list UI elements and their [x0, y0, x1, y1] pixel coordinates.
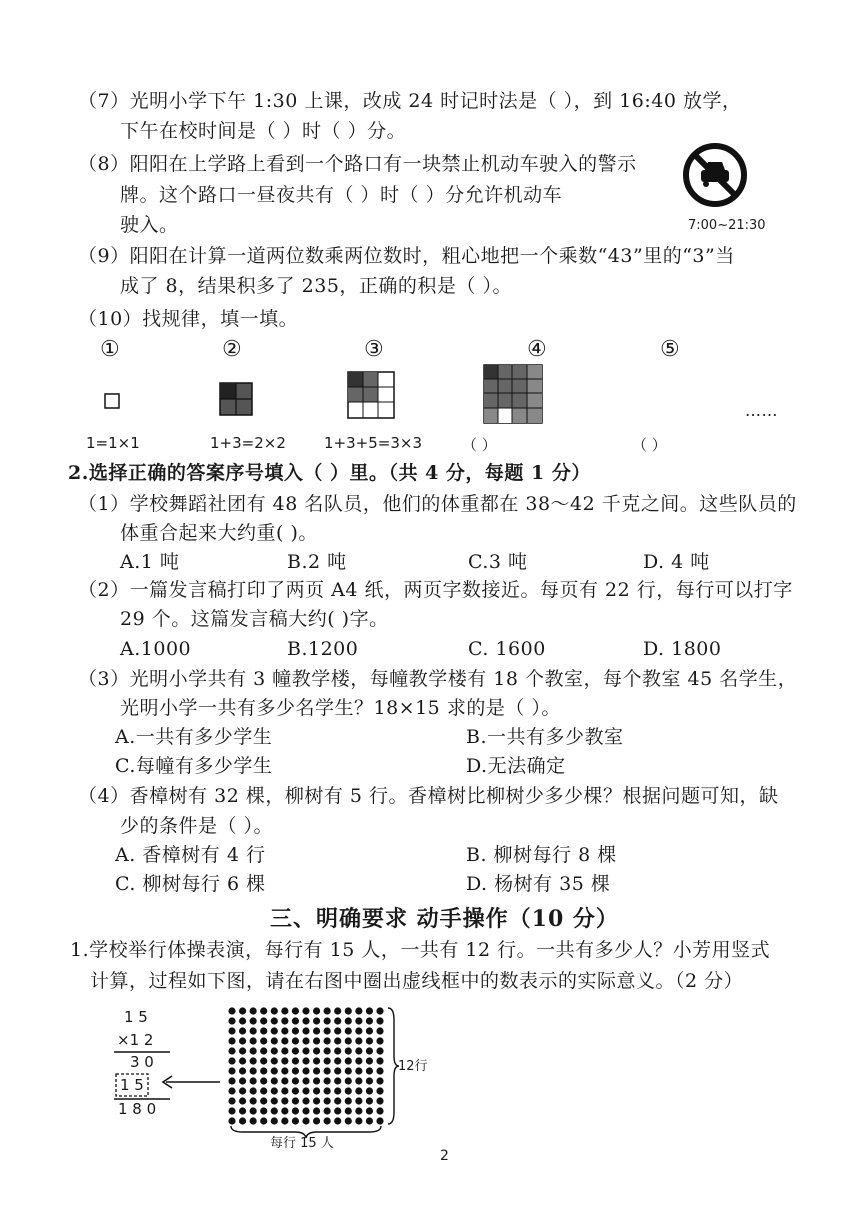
dot-array-grid: [227, 1006, 385, 1126]
dot: [324, 1097, 331, 1104]
dot: [292, 1037, 299, 1044]
dot: [271, 1047, 278, 1054]
s2-q1-option-b: B.2 吨: [287, 551, 347, 573]
q7-line1: （7）光明小学下午 1:30 上课，改成 24 时记时法是（ ），到 16:40 放学，: [78, 90, 742, 112]
dot: [260, 1097, 267, 1104]
dot: [302, 1077, 309, 1084]
s2-q2-option-a: A.1000: [120, 638, 192, 660]
s3-q1-line2: 计算，过程如下图，请在右图中圈出虚线框中的数表示的实际意义。（2 分）: [90, 970, 744, 992]
dot: [376, 1097, 383, 1104]
dot: [302, 1057, 309, 1064]
s3-q1-line1: 1.学校举行体操表演，每行有 15 人，一共有 12 行。一共有多少人？小芳用竖式: [70, 939, 771, 961]
dot: [250, 1087, 257, 1094]
dot: [239, 1017, 246, 1024]
s2-q4-option-c: C. 柳树每行 6 棵: [115, 873, 266, 895]
dot: [355, 1097, 362, 1104]
dot: [334, 1017, 341, 1024]
dot: [250, 1047, 257, 1054]
dot: [324, 1107, 331, 1114]
dot: [250, 1037, 257, 1044]
s2-q3-line2: 光明小学一共有多少名学生？18×15 求的是（ ）。: [120, 697, 561, 719]
dot: [345, 1007, 352, 1014]
s2-q1-option-a: A.1 吨: [120, 551, 180, 573]
q8-line2: 牌。这个路口一昼夜共有（ ）时（ ）分允许机动车: [120, 184, 563, 206]
dot: [313, 1047, 320, 1054]
dot: [271, 1087, 278, 1094]
dot: [355, 1037, 362, 1044]
dot: [292, 1077, 299, 1084]
dot: [334, 1077, 341, 1084]
dot: [260, 1077, 267, 1084]
dot: [228, 1017, 235, 1024]
calc-multiplier: ×1 2: [117, 1031, 154, 1049]
s2-q4-option-d: D. 杨树有 35 棵: [466, 873, 611, 895]
dot: [376, 1107, 383, 1114]
cols-label: 每行 15 人: [270, 1136, 334, 1151]
dot: [250, 1017, 257, 1024]
dot: [302, 1027, 309, 1034]
dot: [281, 1047, 288, 1054]
dot: [302, 1107, 309, 1114]
pattern-formula-5: （ ）: [632, 436, 667, 454]
dot: [355, 1057, 362, 1064]
dot: [313, 1057, 320, 1064]
pattern-figure-2: [219, 382, 253, 416]
dot: [334, 1007, 341, 1014]
pattern-formula-1: 1=1×1: [86, 434, 140, 452]
dot: [334, 1087, 341, 1094]
dot: [376, 1087, 383, 1094]
dot: [239, 1027, 246, 1034]
dot: [271, 1077, 278, 1084]
dot: [281, 1027, 288, 1034]
dot: [324, 1017, 331, 1024]
s2-q1-line2: 体重合起来大约重( )。: [120, 522, 318, 544]
dot: [334, 1107, 341, 1114]
dot: [366, 1047, 373, 1054]
pattern-label-5: ⑤: [660, 337, 680, 362]
pattern-label-4: ④: [527, 337, 547, 362]
dot: [376, 1007, 383, 1014]
dot: [376, 1027, 383, 1034]
dot: [239, 1077, 246, 1084]
dot: [355, 1107, 362, 1114]
s2-q4-line2: 少的条件是（ ）。: [120, 815, 274, 837]
dot: [260, 1087, 267, 1094]
dot: [271, 1107, 278, 1114]
dot: [313, 1077, 320, 1084]
page-number: 2: [440, 1148, 449, 1164]
dot: [228, 1027, 235, 1034]
s2-q2-option-b: B.1200: [287, 638, 359, 660]
dot: [376, 1067, 383, 1074]
dot: [281, 1057, 288, 1064]
dot: [228, 1007, 235, 1014]
s2-q3-option-a: A.一共有多少学生: [115, 726, 273, 748]
dot: [345, 1067, 352, 1074]
dot: [345, 1087, 352, 1094]
sign-time-label: 7:00~21:30: [688, 218, 766, 233]
dot: [334, 1027, 341, 1034]
dot: [292, 1097, 299, 1104]
dot: [355, 1067, 362, 1074]
section2-heading: 2.选择正确的答案序号填入（ ）里。（共 4 分，每题 1 分）: [68, 462, 591, 484]
dot: [239, 1107, 246, 1114]
dot: [302, 1017, 309, 1024]
dot: [250, 1027, 257, 1034]
calc-multiplicand: 1 5: [124, 1008, 148, 1026]
q7-line2: 下午在校时间是（ ）时（ ）分。: [120, 120, 407, 142]
dot: [324, 1057, 331, 1064]
dot: [281, 1037, 288, 1044]
dot: [355, 1027, 362, 1034]
s2-q2-line2: 29 个。这篇发言稿大约( )字。: [120, 608, 389, 630]
dot: [366, 1037, 373, 1044]
dot: [250, 1057, 257, 1064]
dot: [324, 1037, 331, 1044]
pattern-ellipsis: ……: [745, 401, 778, 420]
dot: [355, 1017, 362, 1024]
dot: [250, 1007, 257, 1014]
q8-line3: 驶入。: [120, 214, 179, 236]
dot: [313, 1067, 320, 1074]
s2-q1-line1: （1）学校舞蹈社团有 48 名队员，他们的体重都在 38～42 千克之间。这些队员的: [78, 493, 797, 515]
dot: [260, 1047, 267, 1054]
dot: [334, 1097, 341, 1104]
q9-line2: 成了 8，结果积多了 235，正确的积是（ ）。: [120, 275, 512, 297]
dot: [302, 1037, 309, 1044]
s2-q1-option-d: D. 4 吨: [643, 551, 710, 573]
dot: [239, 1067, 246, 1074]
s2-q2-line1: （2）一篇发言稿打印了两页 A4 纸，两页字数接近。每页有 22 行，每行可以打字: [78, 579, 793, 601]
dot: [366, 1067, 373, 1074]
dot: [260, 1067, 267, 1074]
pattern-formula-2: 1+3=2×2: [210, 434, 286, 452]
dot: [345, 1017, 352, 1024]
dot: [228, 1057, 235, 1064]
dot: [366, 1057, 373, 1064]
dot: [271, 1027, 278, 1034]
dot: [260, 1107, 267, 1114]
dot: [239, 1097, 246, 1104]
dot: [228, 1087, 235, 1094]
dot: [345, 1077, 352, 1084]
dot: [376, 1057, 383, 1064]
dot: [366, 1077, 373, 1084]
dot: [260, 1057, 267, 1064]
dot: [292, 1067, 299, 1074]
dot: [324, 1047, 331, 1054]
dot: [324, 1007, 331, 1014]
dot: [260, 1017, 267, 1024]
s2-q4-line1: （4）香樟树有 32 棵，柳树有 5 行。香樟树比柳树少多少棵？根据问题可知，缺: [78, 785, 779, 807]
pattern-formula-4: （ ）: [462, 436, 497, 454]
dot: [292, 1047, 299, 1054]
pattern-figure-1: [104, 393, 120, 409]
s2-q3-line1: （3）光明小学共有 3 幢教学楼，每幢教学楼有 18 个教室，每个教室 45 名学生，: [78, 668, 798, 690]
calc-result: 1 8 0: [118, 1100, 157, 1118]
dot: [281, 1017, 288, 1024]
s2-q4-option-a: A. 香樟树有 4 行: [115, 844, 266, 866]
dot: [292, 1007, 299, 1014]
dot: [313, 1107, 320, 1114]
dot: [281, 1107, 288, 1114]
dot: [228, 1047, 235, 1054]
s2-q2-option-c: C. 1600: [468, 638, 546, 660]
dot: [302, 1047, 309, 1054]
dot: [345, 1097, 352, 1104]
dot: [250, 1077, 257, 1084]
section3-heading: 三、明确要求 动手操作（10 分）: [270, 906, 619, 932]
q8-line1: （8）阳阳在上学路上看到一个路口有一块禁止机动车驶入的警示: [78, 153, 637, 175]
dot: [355, 1047, 362, 1054]
dot: [376, 1037, 383, 1044]
dot: [239, 1047, 246, 1054]
dot: [271, 1067, 278, 1074]
dot: [376, 1047, 383, 1054]
dot: [239, 1057, 246, 1064]
pattern-figure-3: [347, 371, 395, 419]
dot: [281, 1097, 288, 1104]
dot: [292, 1017, 299, 1024]
dot: [228, 1097, 235, 1104]
no-motor-vehicle-sign-icon: [682, 142, 748, 208]
dot: [313, 1037, 320, 1044]
dot: [271, 1097, 278, 1104]
s2-q3-option-b: B.一共有多少教室: [466, 726, 624, 748]
dot: [324, 1067, 331, 1074]
calc-partial-1: 3 0: [130, 1053, 154, 1071]
dot: [334, 1067, 341, 1074]
dot: [250, 1097, 257, 1104]
dot: [355, 1077, 362, 1084]
dot: [366, 1027, 373, 1034]
pattern-figure-4: [483, 364, 543, 424]
dot: [271, 1037, 278, 1044]
s2-q3-option-c: C.每幢有多少学生: [115, 755, 273, 777]
dot: [292, 1087, 299, 1094]
dot: [313, 1097, 320, 1104]
rows-label: 12行: [398, 1059, 428, 1074]
dot: [292, 1027, 299, 1034]
dot: [260, 1007, 267, 1014]
dot: [313, 1087, 320, 1094]
dot: [250, 1067, 257, 1074]
pattern-formula-3: 1+3+5=3×3: [324, 434, 422, 452]
dot: [324, 1027, 331, 1034]
dot: [250, 1107, 257, 1114]
dot: [281, 1077, 288, 1084]
dot: [376, 1017, 383, 1024]
dot: [334, 1047, 341, 1054]
dot: [292, 1107, 299, 1114]
pattern-label-1: ①: [100, 337, 120, 362]
dot: [355, 1007, 362, 1014]
dot: [228, 1107, 235, 1114]
arrow-left-icon: [160, 1074, 222, 1090]
dot: [313, 1027, 320, 1034]
dot: [324, 1077, 331, 1084]
s2-q2-option-d: D. 1800: [643, 638, 722, 660]
dot: [228, 1067, 235, 1074]
dot: [260, 1027, 267, 1034]
dot: [239, 1087, 246, 1094]
s2-q4-option-b: B. 柳树每行 8 棵: [466, 844, 617, 866]
dot: [271, 1057, 278, 1064]
dot: [239, 1037, 246, 1044]
s2-q3-option-d: D.无法确定: [466, 755, 566, 777]
q10-line1: （10）找规律，填一填。: [78, 308, 299, 330]
dot: [302, 1087, 309, 1094]
dot: [366, 1107, 373, 1114]
dot: [355, 1087, 362, 1094]
dot: [345, 1047, 352, 1054]
dot: [366, 1017, 373, 1024]
dot: [334, 1037, 341, 1044]
dot: [271, 1017, 278, 1024]
dot: [281, 1007, 288, 1014]
dot: [345, 1107, 352, 1114]
calc-partial-2: 1 5: [120, 1076, 144, 1094]
dot: [313, 1017, 320, 1024]
dot: [345, 1027, 352, 1034]
s2-q1-option-c: C.3 吨: [468, 551, 528, 573]
dot: [302, 1097, 309, 1104]
dot: [366, 1097, 373, 1104]
dot: [345, 1037, 352, 1044]
dot: [281, 1067, 288, 1074]
dot: [366, 1087, 373, 1094]
dot: [376, 1077, 383, 1084]
q9-line1: （9）阳阳在计算一道两位数乘两位数时，粗心地把一个乘数“43”里的“3”当: [78, 245, 735, 267]
dot: [302, 1007, 309, 1014]
dot: [302, 1067, 309, 1074]
pattern-label-3: ③: [364, 337, 384, 362]
pattern-label-2: ②: [222, 337, 242, 362]
dot: [260, 1037, 267, 1044]
dot: [313, 1007, 320, 1014]
dot: [271, 1007, 278, 1014]
dot: [366, 1007, 373, 1014]
dot: [334, 1057, 341, 1064]
dot: [345, 1057, 352, 1064]
dot: [239, 1007, 246, 1014]
dot: [292, 1057, 299, 1064]
dot: [228, 1077, 235, 1084]
dot: [228, 1037, 235, 1044]
dot: [324, 1087, 331, 1094]
dot: [281, 1087, 288, 1094]
